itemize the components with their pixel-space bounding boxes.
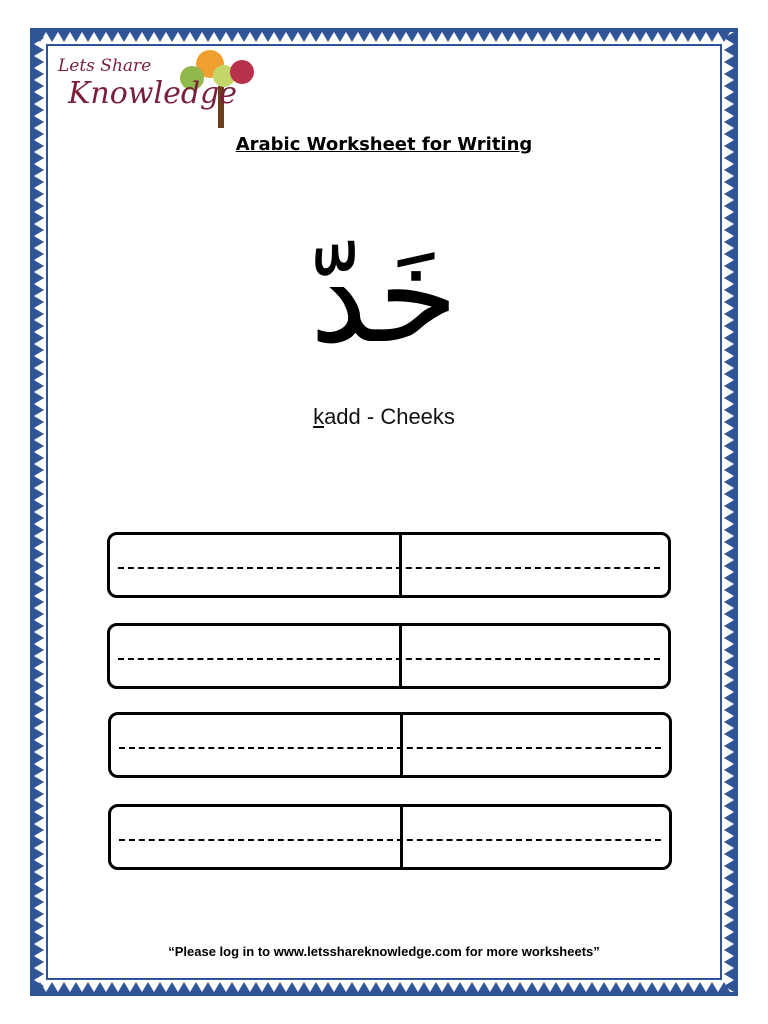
- row-divider: [400, 807, 403, 867]
- lets-share-knowledge-logo: [52, 46, 262, 132]
- page-title: Arabic Worksheet for Writing: [235, 134, 533, 155]
- logo-line-2: Knowledge: [68, 76, 237, 111]
- transliteration-first-letter: k: [313, 404, 325, 429]
- writing-row[interactable]: [108, 712, 672, 778]
- transliteration: [0, 404, 768, 430]
- footer-note: “Please log in to www.letsshareknowledge.com for more worksheets”: [168, 944, 600, 959]
- row-dashed-guide: [119, 747, 661, 749]
- row-dashed-guide: [119, 839, 661, 841]
- logo-line-1: Lets Share: [58, 56, 152, 76]
- row-dashed-guide: [118, 658, 660, 660]
- row-divider: [400, 715, 403, 775]
- row-divider: [399, 535, 402, 595]
- writing-row[interactable]: [107, 623, 671, 689]
- writing-row[interactable]: [108, 804, 672, 870]
- writing-row[interactable]: [107, 532, 671, 598]
- row-divider: [399, 626, 402, 686]
- row-dashed-guide: [118, 567, 660, 569]
- arabic-word: خَدّ: [309, 220, 459, 372]
- transliteration-rest: add - Cheeks: [324, 404, 455, 429]
